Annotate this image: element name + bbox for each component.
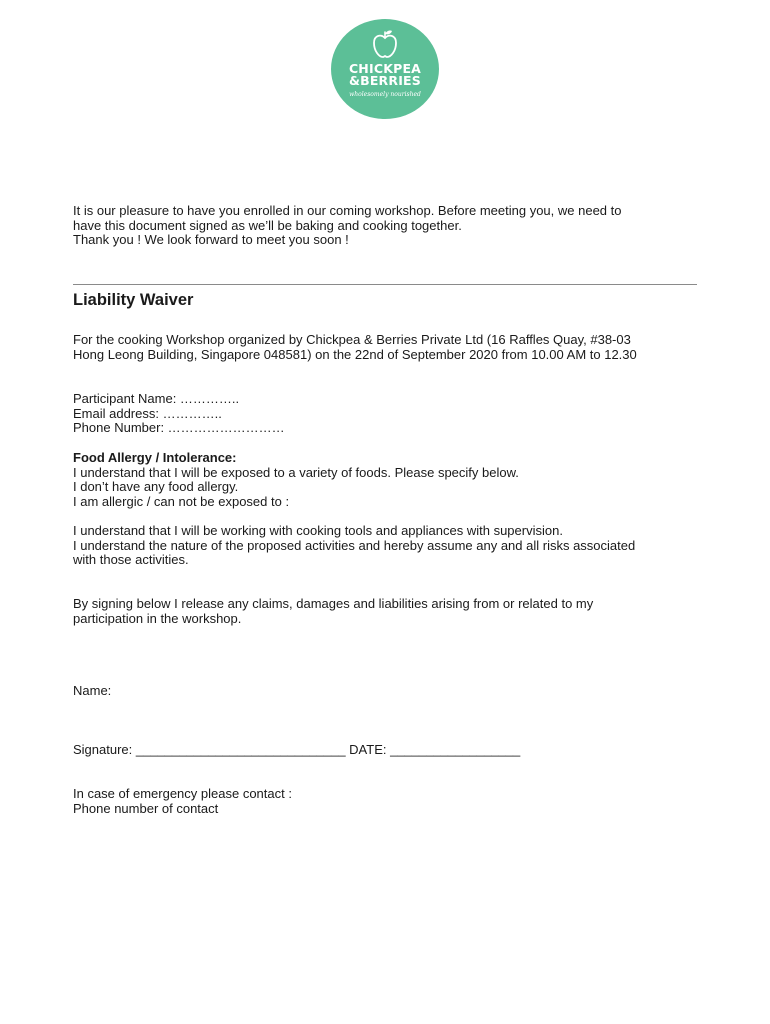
logo-tagline: wholesomely nourished: [349, 91, 421, 98]
company-logo: [331, 19, 439, 119]
food-allergy-line: I don’t have any food allergy.: [73, 479, 239, 495]
waiver-description-line: For the cooking Workshop organized by Chickpea & Berries Private Ltd (16 Raffles Quay, #38-03: [73, 332, 631, 347]
waiver-description: [73, 333, 637, 362]
tools-line: I understand that I will be working with cooking tools and appliances with supervision.: [73, 523, 563, 538]
participant-name-field: Participant Name: …………..: [73, 391, 240, 406]
tools-acknowledgement: [73, 524, 635, 568]
waiver-description-line: Hong Leong Building, Singapore 048581) on the 22nd of September 2020 from 10.00 AM to 12.30: [73, 346, 637, 362]
food-allergy-section: [73, 451, 519, 510]
release-line: By signing below I release any claims, damages and liabilities arising from or related to my: [73, 596, 594, 611]
waiver-title: Liability Waiver: [73, 291, 194, 309]
tools-line: with those activities.: [73, 552, 189, 568]
email-address-field: Email address: …………..: [73, 405, 222, 421]
intro-paragraph: [73, 204, 621, 248]
section-divider: [73, 284, 697, 285]
intro-line: It is our pleasure to have you enrolled in our coming workshop. Before meeting you, we need to: [73, 203, 622, 218]
logo-brand-line1: CHICKPEA: [348, 61, 422, 76]
apple-icon: [371, 29, 399, 59]
food-allergy-heading: Food Allergy / Intolerance:: [73, 450, 237, 465]
intro-line: have this document signed as we’ll be baking and cooking together.: [73, 217, 462, 233]
phone-number-field: Phone Number: ………………………: [73, 420, 285, 436]
intro-line: Thank you ! We look forward to meet you soon !: [73, 232, 349, 248]
emergency-contact-line: In case of emergency please contact :: [73, 786, 292, 801]
emergency-phone-line: Phone number of contact: [73, 800, 219, 816]
release-line: participation in the workshop.: [73, 610, 242, 626]
food-allergy-line: I am allergic / can not be exposed to :: [73, 494, 290, 510]
emergency-contact-section: [73, 787, 292, 816]
signature-date-line: Signature: _____________________________ DATE: __________________: [73, 742, 521, 757]
release-statement: [73, 597, 593, 626]
logo-brand-line2: &BERRIES: [348, 73, 421, 88]
food-allergy-line: I understand that I will be exposed to a variety of foods. Please specify below.: [73, 464, 519, 480]
tools-line: I understand the nature of the proposed activities and hereby assume any and all risks associated: [73, 537, 636, 553]
participant-details: [73, 392, 285, 436]
signoff-name-label: Name:: [73, 683, 112, 698]
